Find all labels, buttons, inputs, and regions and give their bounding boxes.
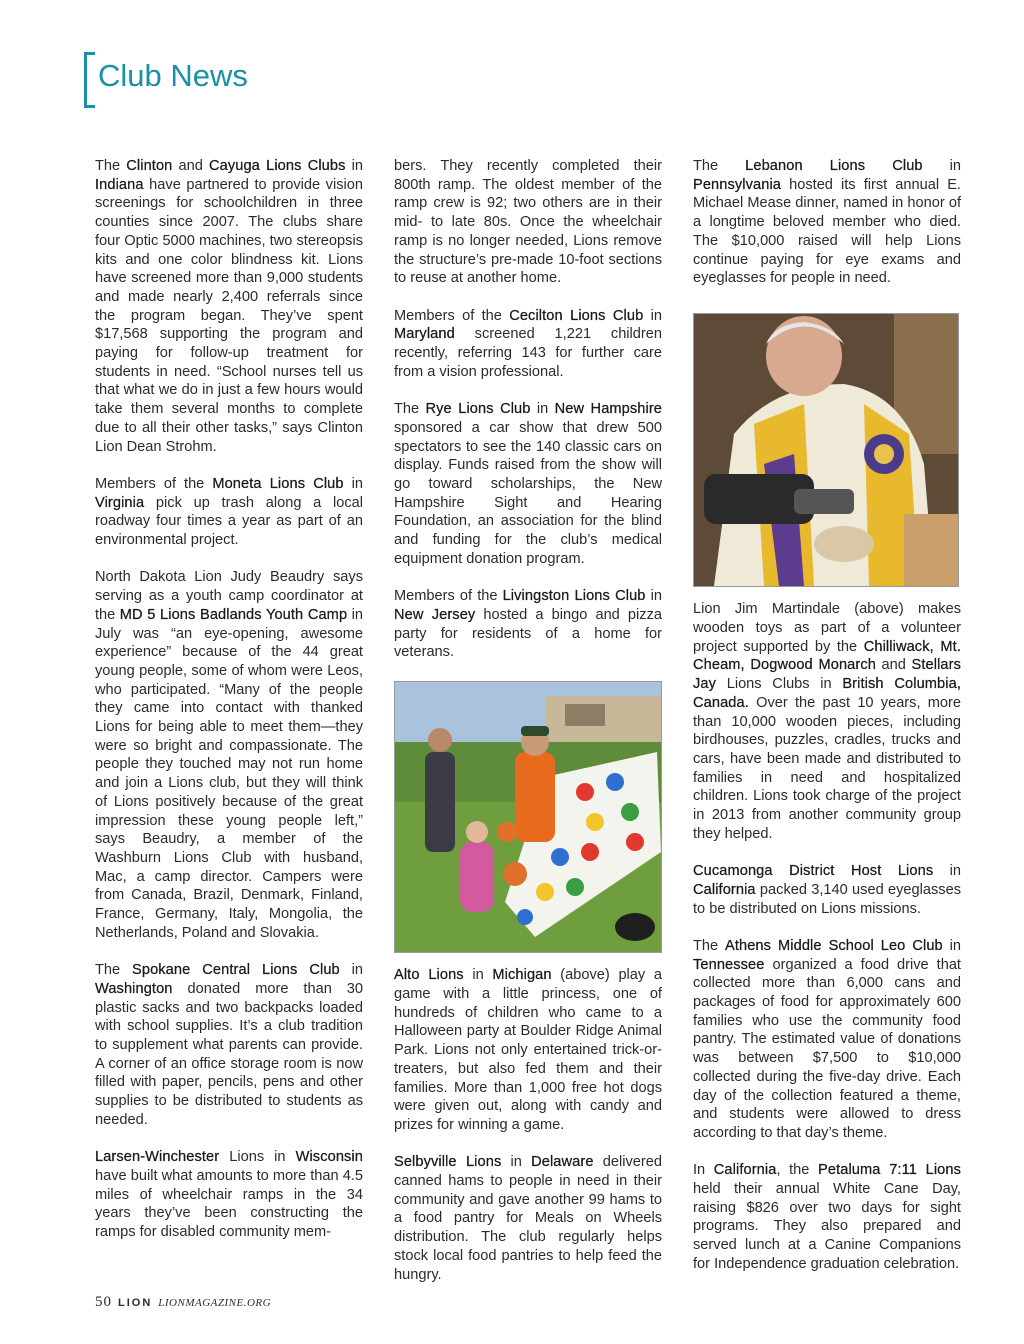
page-title: Club News xyxy=(98,58,248,93)
column-3 xyxy=(693,157,961,1274)
article-moneta: Members of the Moneta Lions Club in Virginia pick up trash along a local roadway four times a year as part of an environmental project. xyxy=(95,475,363,549)
magazine-url: LIONMAGAZINE.ORG xyxy=(158,1297,272,1309)
state-name: British Columbia, Canada. xyxy=(693,676,961,711)
state-name: New Hampshire xyxy=(554,401,663,418)
article-alto: Alto Lions in Michigan (above) play a game with a little princess, one of hundreds of children who came to a Halloween party at Boulder Ridge Animal Park. Lions not only entertained trick-or-treaters, but also fed them and their families. More than 1,000 free hot dogs were given out, along with candy and prizes for winning a game. xyxy=(394,967,662,1133)
club-name: MD 5 Lions Badlands Youth Camp xyxy=(119,606,348,623)
club-name: Cucamonga District Host Lions xyxy=(693,863,934,880)
state-name: California xyxy=(713,1162,777,1179)
article-clinton-cayuga: The Clinton and Cayuga Lions Clubs in Indiana have partnered to provide vision screenings for schoolchildren in three counties since 2007. The clubs share four Optic 5000 machines, two stereopsis kits and one color blindness kit. Lions have screened more than 9,000 students and made nearly 2,400 referrals since the program began. They’ve spent $17,568 supporting the program and paying for follow-up treatment for students in need. “School nurses tell us that what we do in just a few hours would take them several months to complete due to all their other tasks,” says Clinton Lion Dean Strohm. xyxy=(95,158,363,455)
club-name: Rye Lions Club xyxy=(425,401,531,418)
article-martindale: Lion Jim Martindale (above) makes wooden toys as part of a volunteer project supported by the Chilliwack, Mt. Cheam, Dogwood Monarch and Stellars Jay Lions Clubs in British Columbia, Canada. Over the past 10 years, more than 10,000 wooden pieces, including birdhouses, puzzles, cradles, trucks and cars, have been made and distributed to families in need and hospitalized children. Lions took charge of the project in 2013 from another community group they helped. xyxy=(693,601,961,842)
club-name: Athens Middle School Leo Club xyxy=(725,937,943,954)
article-cecilton: Members of the Cecilton Lions Club in Maryland screened 1,221 children recently, referring 143 for further care from a vision professional. xyxy=(394,307,662,380)
article-spokane: The Spokane Central Lions Club in Washington donated more than 30 plastic sacks and two backpacks loaded with school supplies. It’s a club tradition to supplement what parents can provide. A corner of an office storage room is now filled with paper, pencils, pens and other supplies to be distributed to students as needed. xyxy=(95,962,364,1128)
article-larsen-winchester: Larsen-Winchester Lions in Wisconsin have built what amounts to more than 4.5 miles of wheelchair ramps in the 34 years they’ve been constructing the ramps for disabled community mem- xyxy=(95,1149,363,1241)
club-name: Stellars Jay xyxy=(693,657,961,693)
article-larsen-continued: bers. They recently completed their 800th ramp. The oldest member of the ramp crew is 92; two others are in their mid- to late 80s. Once the wheelchair ramp is no longer needed, Lions remove the structure’s pre-made 10-foot sections to reuse at another home. xyxy=(394,158,662,287)
page-footer xyxy=(95,1293,271,1311)
article-petaluma: In California, the Petaluma 7:11 Lions held their annual White Cane Day, raising $826 over two days for sight programs. They also prepared and served lunch at a Canine Companions for Independence graduation celebration. xyxy=(693,1162,962,1272)
state-name: Indiana xyxy=(95,176,144,193)
club-name: Selbyville Lions xyxy=(394,1154,502,1171)
club-name: Larsen-Winchester xyxy=(95,1149,220,1166)
article-cucamonga: Cucamonga District Host Lions in California packed 3,140 used eyeglasses to be distributed on Lions missions. xyxy=(693,863,961,917)
column-2 xyxy=(394,157,662,1284)
state-name: Michigan xyxy=(492,967,552,984)
column-1 xyxy=(95,157,363,1242)
club-name: Cecilton Lions Club xyxy=(509,307,644,324)
state-name: Virginia xyxy=(95,494,145,511)
article-livingston: Members of the Livingston Lions Club in New Jersey hosted a bingo and pizza party for residents of a home for veterans. xyxy=(394,588,662,661)
article-athens: The Athens Middle School Leo Club in Tennessee organized a food drive that collected more than 6,000 cans and packages of food for approximately 600 families who use the community food pantry. The estimated value of donations was between $7,500 to $10,000 collected during the five-day drive. Each day of the collection featured a theme, and students were allowed to dress according to that day’s theme. xyxy=(693,937,962,1141)
wooden-toy-maker-photo xyxy=(693,313,959,587)
halloween-game-photo xyxy=(394,681,662,953)
article-selbyville: Selbyville Lions in Delaware delivered canned hams to people in need in their community and gave another 99 hams to a food pantry for Meals on Wheels distribution. The club regularly helps stock local food pantries to help feed the hungry. xyxy=(394,1154,662,1283)
club-name: Lebanon Lions Club xyxy=(745,158,923,174)
article-lebanon: The Lebanon Lions Club in Pennsylvania hosted its first annual E. Michael Mease dinner, named in honor of a longtime beloved member who died. The $10,000 raised will help Lions continue paying for eye exams and eyeglasses for people in need. xyxy=(693,158,961,287)
club-name: Alto Lions xyxy=(394,967,464,984)
state-name: Delaware xyxy=(531,1154,594,1171)
state-name: Washington xyxy=(95,980,173,997)
state-name: Pennsylvania xyxy=(693,176,782,193)
club-name: Spokane Central Lions Club xyxy=(132,962,340,979)
state-name: New Jersey xyxy=(394,606,476,623)
page-number: 50 xyxy=(95,1294,112,1310)
article-rye: The Rye Lions Club in New Hampshire sponsored a car show that drew 500 spectators to see the 140 classic cars on display. Funds raised from the show will go toward scholarships, the New Hampshire Sight and Hearing Foundation, an association for the blind and funding for the club’s medical equipment donation program. xyxy=(394,401,663,567)
club-name: Chilliwack, Mt. Cheam, Dogwood Monarch xyxy=(693,638,961,674)
club-name: Petaluma 7:11 Lions xyxy=(818,1162,962,1179)
state-name: Tennessee xyxy=(693,956,765,973)
magazine-name: LION xyxy=(118,1297,153,1309)
club-name: Livingston Lions Club xyxy=(502,588,646,605)
club-name: Clinton xyxy=(126,158,173,174)
state-name: California xyxy=(693,881,756,898)
article-badlands-camp: North Dakota Lion Judy Beaudry says serving as a youth camp coordinator at the MD 5 Lions Badlands Youth Camp in July was “an eye-opening, awesome experience” because of the 44 great young people, some of whom were Leos, who participated. “Many of the people they came into contact with thanked Lions for being able to meet them—they were so bright and compassionate. The people they touched may not run home and join a Lions club, but they will think of Lions positively because of the great impression these young people left,” says Beaudry, a member of the Washburn Lions Club with husband, Mac, a camp director. Campers were from Canada, Brazil, Denmark, Finland, France, Germany, Italy, Mongolia, the Netherlands, Poland and Slovakia. xyxy=(95,569,363,941)
bracket-decoration xyxy=(84,52,95,108)
state-name: Wisconsin xyxy=(295,1149,363,1166)
club-name: Moneta Lions Club xyxy=(212,475,344,492)
state-name: Maryland xyxy=(394,326,455,343)
club-name: Cayuga Lions Clubs xyxy=(208,158,346,174)
